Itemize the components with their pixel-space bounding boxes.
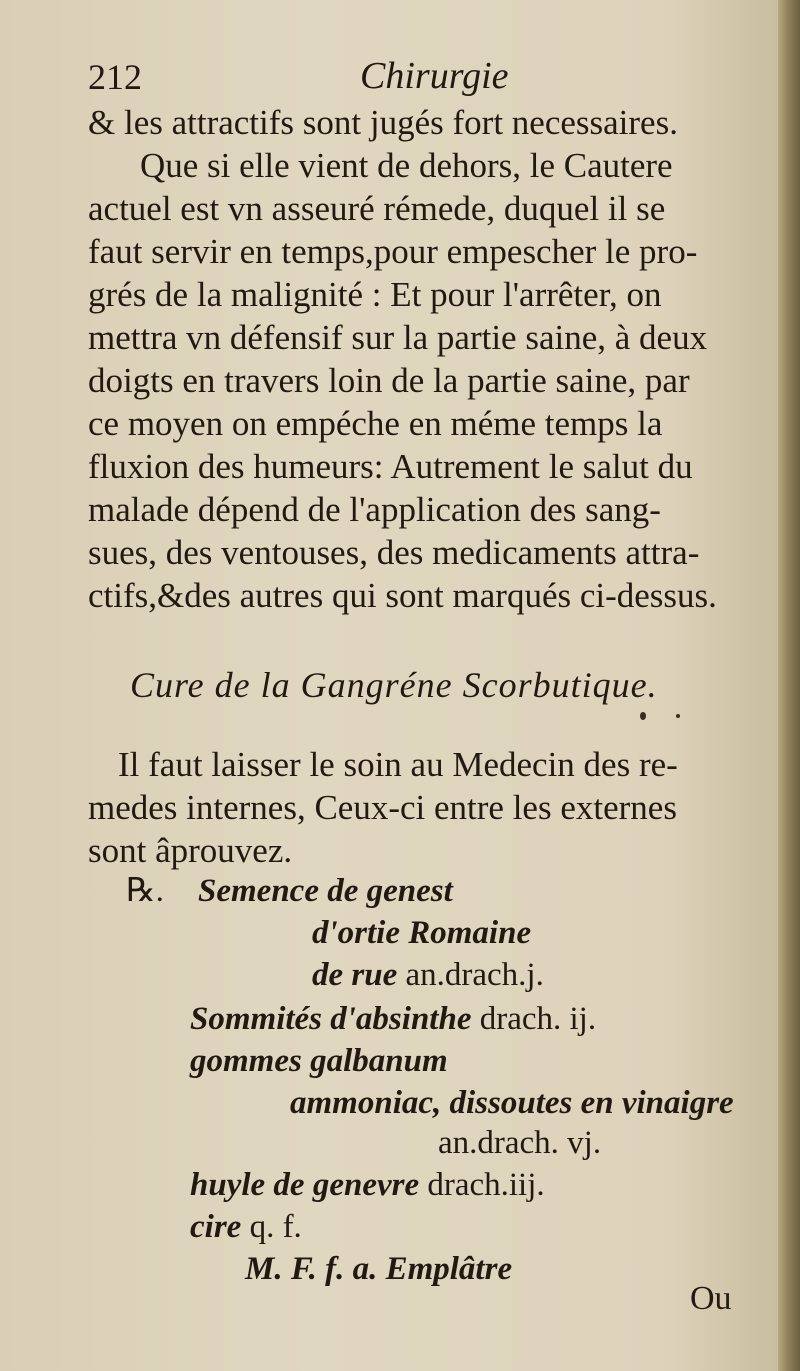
text-line: malade dépend de l'application des sang- — [88, 490, 661, 529]
recipe-ingredient: Semence de genest — [198, 873, 453, 909]
text-line: sues, des ventouses, des medicaments attra- — [88, 533, 700, 572]
text-line: medes internes, Ceux-ci entre les externes — [88, 788, 677, 827]
recipe-line — [312, 956, 544, 994]
recipe-ingredient: ammoniac, dissoutes en vinaigre — [290, 1085, 734, 1121]
catchword: Ou — [690, 1280, 732, 1317]
recipe-ingredient: Sommités d'absinthe — [190, 1001, 472, 1037]
page-edge — [778, 0, 800, 1371]
text-line: Que si elle vient de dehors, le Cautere — [140, 146, 673, 185]
recipe-ingredient: de rue — [312, 957, 398, 993]
recipe-dose: an.drach. vj. — [438, 1125, 602, 1161]
running-title: Chirurgie — [360, 55, 509, 97]
page-number: 212 — [88, 57, 142, 97]
text-line: ctifs,&des autres qui sont marqués ci-dessus. — [88, 576, 717, 615]
text-line: actuel est vn asseuré rémede, duquel il se — [88, 189, 666, 228]
text-line: mettra vn défensif sur la partie saine, à deux — [88, 318, 708, 357]
text-line: faut servir en temps,pour empescher le pro- — [88, 232, 698, 271]
ink-mark — [676, 714, 680, 718]
recipe-dose: an.drach.j. — [405, 957, 544, 993]
text-line: & les attractifs sont jugés fort necessaires. — [88, 103, 678, 142]
text-line: ce moyen on empéche en méme temps la — [88, 404, 663, 443]
text-line: doigts en travers loin de la partie saine, par — [88, 361, 690, 400]
recipe-symbol: ℞. — [126, 873, 164, 909]
recipe-ingredient: cire — [190, 1209, 242, 1245]
recipe-dose: q. f. — [249, 1209, 302, 1245]
recipe-line — [190, 1166, 545, 1204]
text-line: sont âprouvez. — [88, 831, 293, 870]
recipe-ingredient: huyle de genevre — [190, 1167, 420, 1203]
text-line: fluxion des humeurs: Autrement le salut du — [88, 447, 693, 486]
section-heading: Cure de la Gangréne Scorbutique. — [130, 665, 658, 705]
recipe-instruction: M. F. f. a. Emplâtre — [245, 1251, 513, 1287]
text-line: Il faut laisser le soin au Medecin des re- — [118, 745, 678, 784]
recipe-dose: drach. ij. — [479, 1001, 597, 1037]
recipe-ingredient: d'ortie Romaine — [312, 915, 532, 951]
recipe-line — [190, 1208, 302, 1246]
recipe-ingredient: gommes galbanum — [190, 1043, 448, 1079]
recipe-dose: drach.iij. — [427, 1167, 545, 1203]
text-line: grés de la malignité : Et pour l'arrêter, on — [88, 275, 662, 314]
ink-mark — [640, 712, 646, 720]
recipe-line — [190, 1000, 596, 1038]
